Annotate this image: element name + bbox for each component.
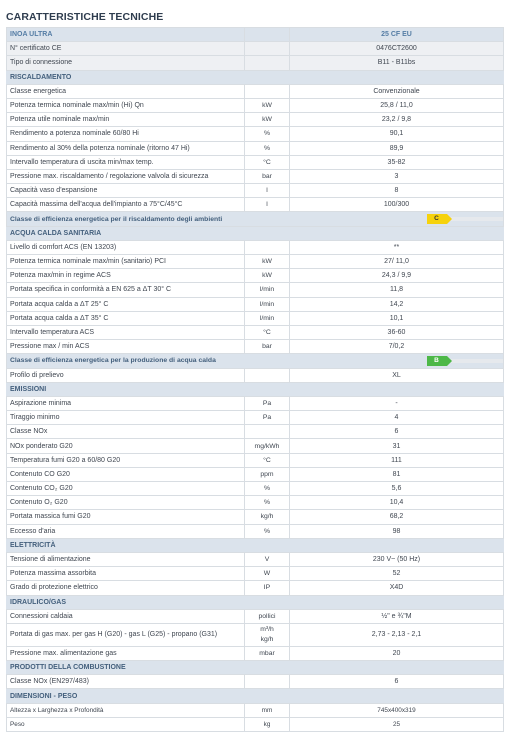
spec-unit: % (245, 141, 290, 155)
specs-table-body (7, 28, 504, 732)
spec-value: 745x400x319 (290, 703, 504, 717)
spec-value: 230 V~ (50 Hz) (290, 552, 504, 566)
table-row (7, 141, 504, 155)
section-spacer (290, 70, 504, 84)
section-spacer (245, 382, 290, 396)
spec-value: 52 (290, 567, 504, 581)
spec-value: B11 - B11bs (290, 56, 504, 70)
section-title: EMISSIONI (7, 382, 245, 396)
table-row (7, 453, 504, 467)
section-title: RISCALDAMENTO (7, 70, 245, 84)
energy-class-badge: B (427, 356, 447, 366)
spec-label: Portata acqua calda a ΔT 25° C (7, 297, 245, 311)
specs-table (6, 27, 504, 732)
table-row (7, 496, 504, 510)
spec-value: 24,3 / 9,9 (290, 269, 504, 283)
energy-scale-bar (451, 217, 504, 221)
spec-unit (245, 42, 290, 56)
spec-unit: IP (245, 581, 290, 595)
table-row (7, 198, 504, 212)
spec-value: 90,1 (290, 127, 504, 141)
spec-label: Potenza termica nominale max/min (Hi) Qn (7, 98, 245, 112)
table-row (7, 240, 504, 254)
section-title: IDRAULICO/GAS (7, 595, 245, 609)
spec-unit: mg/kWh (245, 439, 290, 453)
model-variant: 25 CF EU (290, 28, 504, 42)
spec-label: Pressione max. alimentazione gas (7, 646, 245, 660)
section-header-idraulico (7, 595, 504, 609)
table-row (7, 113, 504, 127)
spec-value: 27/ 11,0 (290, 255, 504, 269)
spec-unit: kW (245, 255, 290, 269)
spec-unit: l (245, 198, 290, 212)
spec-value: 4 (290, 411, 504, 425)
spec-value: 35-82 (290, 155, 504, 169)
spec-label: Capacità vaso d'espansione (7, 184, 245, 198)
spec-label: Potenza termica nominale max/min (sanitario) PCI (7, 255, 245, 269)
spec-unit (245, 240, 290, 254)
spec-unit: W (245, 567, 290, 581)
table-row (7, 411, 504, 425)
table-row (7, 482, 504, 496)
section-header-dimensioni (7, 689, 504, 703)
spec-label: Profilo di prelievo (7, 368, 245, 382)
spec-unit: °C (245, 325, 290, 339)
spec-label: Connessioni caldaia (7, 609, 245, 623)
energy-class-cell (290, 212, 504, 226)
spec-label: Classe NOx (EN297/483) (7, 675, 245, 689)
header-unit-cell (245, 28, 290, 42)
spec-value: 10,4 (290, 496, 504, 510)
spec-unit: % (245, 496, 290, 510)
spec-label: Potenza utile nominale max/min (7, 113, 245, 127)
spec-unit (245, 56, 290, 70)
section-spacer (290, 595, 504, 609)
spec-label: Potenza massima assorbita (7, 567, 245, 581)
spec-value: 68,2 (290, 510, 504, 524)
spec-value: 6 (290, 425, 504, 439)
table-row (7, 283, 504, 297)
energy-class-label: Classe di efficienza energetica per il riscaldamento degli ambienti (7, 212, 245, 226)
spec-label: Tipo di connessione (7, 56, 245, 70)
table-row (7, 717, 504, 731)
spec-label: Portata specifica in conformità a EN 625 a ΔT 30° C (7, 283, 245, 297)
table-row (7, 169, 504, 183)
energy-class-label: Classe di efficienza energetica per la produzione di acqua calda (7, 354, 245, 368)
spec-value: ** (290, 240, 504, 254)
spec-value: 111 (290, 453, 504, 467)
section-spacer (290, 689, 504, 703)
spec-label: Rendimento a potenza nominale 60/80 Hi (7, 127, 245, 141)
table-row (7, 439, 504, 453)
spec-unit: bar (245, 340, 290, 354)
section-spacer (245, 595, 290, 609)
spec-value: 36-60 (290, 325, 504, 339)
spec-unit: V (245, 552, 290, 566)
spec-unit (245, 368, 290, 382)
spec-label: Portata di gas max. per gas H (G20) - gas L (G25) - propano (G31) (7, 623, 245, 646)
spec-unit: mbar (245, 646, 290, 660)
spec-value: 3 (290, 169, 504, 183)
spec-unit: % (245, 524, 290, 538)
section-spacer (245, 70, 290, 84)
section-title: ACQUA CALDA SANITARIA (7, 226, 245, 240)
spec-value: 0476CT2600 (290, 42, 504, 56)
table-row (7, 155, 504, 169)
spec-unit: kW (245, 269, 290, 283)
table-row (7, 552, 504, 566)
table-row (7, 255, 504, 269)
spec-label: Intervallo temperatura di uscita min/max temp. (7, 155, 245, 169)
spec-unit (245, 84, 290, 98)
spec-unit: kg (245, 717, 290, 731)
section-header-emissioni (7, 382, 504, 396)
section-spacer (290, 538, 504, 552)
table-row (7, 623, 504, 646)
spec-label: Rendimento al 30% della potenza nominale (ritorno 47 Hi) (7, 141, 245, 155)
section-header-riscaldamento (7, 70, 504, 84)
table-row (7, 646, 504, 660)
spec-label: Tensione di alimentazione (7, 552, 245, 566)
section-spacer (245, 689, 290, 703)
model-name: INOA ULTRA (7, 28, 245, 42)
table-row (7, 425, 504, 439)
spec-unit: kW (245, 113, 290, 127)
spec-value: X4D (290, 581, 504, 595)
spec-value: 81 (290, 467, 504, 481)
spec-value: 98 (290, 524, 504, 538)
spec-unit: l/min (245, 283, 290, 297)
spec-label: Contenuto CO G20 (7, 467, 245, 481)
spec-unit: kg/h (245, 510, 290, 524)
spec-label: N° certificato CE (7, 42, 245, 56)
spec-label: Contenuto O₂ G20 (7, 496, 245, 510)
spec-value: 31 (290, 439, 504, 453)
spec-value: 5,6 (290, 482, 504, 496)
spec-value: ½" e ¾"M (290, 609, 504, 623)
table-row (7, 269, 504, 283)
spec-label: Pressione max. riscaldamento / regolazione valvola di sicurezza (7, 169, 245, 183)
table-row (7, 325, 504, 339)
spec-unit: Pa (245, 411, 290, 425)
energy-spacer (245, 354, 290, 368)
section-header-acs (7, 226, 504, 240)
spec-value: 25,8 / 11,0 (290, 98, 504, 112)
table-row (7, 368, 504, 382)
spec-unit: Pa (245, 396, 290, 410)
spec-value: 25 (290, 717, 504, 731)
section-title: PRODOTTI DELLA COMBUSTIONE (7, 661, 245, 675)
section-spacer (245, 226, 290, 240)
spec-label: Tiraggio minimo (7, 411, 245, 425)
spec-label: Eccesso d'aria (7, 524, 245, 538)
spec-unit: pollici (245, 609, 290, 623)
spec-unit (245, 675, 290, 689)
section-spacer (290, 661, 504, 675)
energy-scale-bar (451, 359, 504, 363)
energy-spacer (245, 212, 290, 226)
spec-label: Intervallo temperatura ACS (7, 325, 245, 339)
table-row (7, 42, 504, 56)
spec-label: Livello di comfort ACS (EN 13203) (7, 240, 245, 254)
section-header-combustione (7, 661, 504, 675)
energy-class-badge: C (427, 214, 447, 224)
table-row (7, 609, 504, 623)
spec-value: XL (290, 368, 504, 382)
spec-label: Aspirazione minima (7, 396, 245, 410)
spec-value: 11,8 (290, 283, 504, 297)
spec-value: 6 (290, 675, 504, 689)
spec-label: Grado di protezione elettrico (7, 581, 245, 595)
section-spacer (290, 226, 504, 240)
spec-label: Classe NOx (7, 425, 245, 439)
table-header-row (7, 28, 504, 42)
spec-unit: l/min (245, 311, 290, 325)
spec-value: 2,73 - 2,13 - 2,1 (290, 623, 504, 646)
spec-value: 89,9 (290, 141, 504, 155)
table-row (7, 297, 504, 311)
spec-value: Convenzionale (290, 84, 504, 98)
spec-value: - (290, 396, 504, 410)
spec-label: Portata acqua calda a ΔT 35° C (7, 311, 245, 325)
energy-class-cell (290, 354, 504, 368)
energy-class-row (7, 354, 504, 368)
spec-value: 23,2 / 9,8 (290, 113, 504, 127)
table-row (7, 675, 504, 689)
table-row (7, 84, 504, 98)
section-spacer (245, 538, 290, 552)
table-row (7, 311, 504, 325)
spec-unit: mm (245, 703, 290, 717)
table-row (7, 56, 504, 70)
table-row (7, 127, 504, 141)
spec-value: 8 (290, 184, 504, 198)
spec-unit: % (245, 482, 290, 496)
spec-unit: °C (245, 155, 290, 169)
spec-value: 20 (290, 646, 504, 660)
spec-value: 14,2 (290, 297, 504, 311)
spec-label: Pressione max / min ACS (7, 340, 245, 354)
spec-unit: l (245, 184, 290, 198)
table-row (7, 510, 504, 524)
spec-label: Potenza max/min in regime ACS (7, 269, 245, 283)
spec-label: Capacità massima dell'acqua dell'impianto a 75°C/45°C (7, 198, 245, 212)
table-row (7, 340, 504, 354)
spec-label: Altezza x Larghezza x Profondità (7, 703, 245, 717)
spec-unit: kW (245, 98, 290, 112)
table-row (7, 524, 504, 538)
section-header-elettricita (7, 538, 504, 552)
spec-value: 7/0,2 (290, 340, 504, 354)
spec-unit: ppm (245, 467, 290, 481)
spec-label: Portata massica fumi G20 (7, 510, 245, 524)
table-row (7, 184, 504, 198)
table-row (7, 703, 504, 717)
spec-label: Classe energetica (7, 84, 245, 98)
spec-unit: °C (245, 453, 290, 467)
spec-unit: bar (245, 169, 290, 183)
section-title: ELETTRICITÀ (7, 538, 245, 552)
table-row (7, 567, 504, 581)
spec-value: 100/300 (290, 198, 504, 212)
table-row (7, 98, 504, 112)
spec-unit (245, 425, 290, 439)
spec-unit (245, 623, 290, 646)
section-spacer (245, 661, 290, 675)
spec-label: Peso (7, 717, 245, 731)
spec-unit-line: m³/h (260, 625, 274, 633)
section-spacer (290, 382, 504, 396)
spec-label: Contenuto CO₂ G20 (7, 482, 245, 496)
section-title: DIMENSIONI - PESO (7, 689, 245, 703)
spec-label: NOx ponderato G20 (7, 439, 245, 453)
spec-value: 10,1 (290, 311, 504, 325)
energy-class-row (7, 212, 504, 226)
spec-label: Temperatura fumi G20 a 60/80 G20 (7, 453, 245, 467)
spec-unit: % (245, 127, 290, 141)
spec-unit: l/min (245, 297, 290, 311)
page-title: CARATTERISTICHE TECNICHE (6, 11, 164, 23)
table-row (7, 467, 504, 481)
table-row (7, 396, 504, 410)
spec-unit-line: kg/h (260, 635, 274, 643)
table-row (7, 581, 504, 595)
